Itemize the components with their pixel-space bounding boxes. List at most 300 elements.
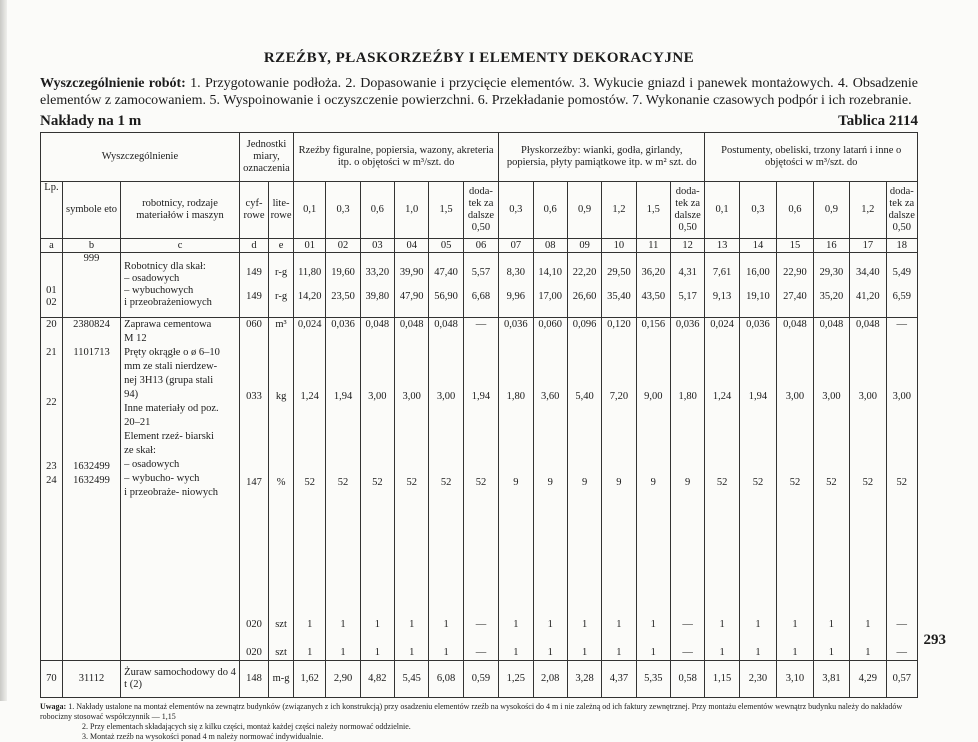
val: 1 [307, 647, 313, 658]
cyf-cell [239, 318, 268, 661]
val-cell [777, 253, 813, 318]
val: 41,20 [856, 291, 880, 302]
val: 29,30 [819, 267, 844, 278]
index-cell: a [41, 239, 63, 253]
val-cell [850, 253, 886, 318]
val: 060 [246, 319, 262, 330]
val: 22,90 [783, 267, 807, 278]
val: 0,048 [365, 319, 390, 330]
lp-cell [41, 318, 63, 661]
val: 47,90 [399, 291, 424, 302]
table-number: Tablica 2114 [838, 113, 918, 129]
header-robotnicy: robotnicy, rodzaje materiałów i maszyn [121, 182, 240, 239]
val: 4,31 [678, 267, 697, 278]
index-cell: 06 [463, 239, 498, 253]
val: 33,20 [365, 267, 390, 278]
val-cell [499, 318, 533, 661]
val: 1 [374, 619, 380, 630]
val-cell [463, 318, 498, 661]
val: 7,61 [712, 267, 732, 278]
val-cell [326, 318, 360, 661]
col-head: 0,9 [567, 182, 601, 239]
desc-cell: Żuraw samochodowy do 4 t (2) [121, 661, 240, 698]
val: 1 [547, 647, 553, 658]
index-cell: b [62, 239, 120, 253]
index-cell: 04 [395, 239, 429, 253]
lp-value: 24 [46, 475, 57, 486]
val: 1,94 [471, 391, 491, 402]
header-jednostki: Jednostki miary, oznaczenia [239, 133, 293, 182]
val: — [896, 619, 908, 630]
val: 52 [752, 477, 764, 488]
val-cell [533, 318, 567, 661]
val-cell [533, 253, 567, 318]
index-cell: 14 [739, 239, 776, 253]
lit-cell: m-g [269, 661, 294, 698]
note-3: 3. Montaż rzeźb na wysokości ponad 4 m należy normować indywidualnie. [82, 732, 324, 741]
val-cell [739, 253, 776, 318]
val: 35,40 [607, 291, 631, 302]
val: 1 [828, 619, 835, 630]
desc-line: Inne materiały od poz. [124, 403, 219, 414]
val-cell [739, 318, 776, 661]
val: 52 [372, 477, 383, 488]
val: 1 [792, 647, 798, 658]
val: 3,00 [892, 391, 911, 402]
val: 0,096 [572, 319, 597, 330]
val: 52 [406, 477, 417, 488]
val-cell [705, 318, 739, 661]
col-head-dodatek: doda- tek za dalsze 0,50 [670, 182, 704, 239]
header-symbole: symbole eto [62, 182, 120, 239]
val-cell [636, 318, 670, 661]
index-row [41, 239, 918, 253]
val: 39,90 [399, 267, 424, 278]
symbol-value: 1632499 [73, 461, 110, 472]
col-head: 1,5 [636, 182, 670, 239]
val: 1 [755, 647, 761, 658]
lit-value: r-g [275, 267, 288, 278]
index-cell: e [269, 239, 294, 253]
val-cell: 5,35 [636, 661, 670, 698]
val: 0,156 [641, 319, 666, 330]
val: — [475, 647, 487, 658]
col-head: 0,3 [499, 182, 533, 239]
val: 47,40 [434, 267, 458, 278]
table-row-zuraw [41, 661, 918, 698]
val-cell [813, 318, 849, 661]
desc-line: i przeobrażeniowych [124, 297, 212, 308]
val: 9 [685, 477, 691, 488]
index-cell: 09 [567, 239, 601, 253]
val: 3,00 [368, 391, 387, 402]
val: 033 [246, 391, 262, 402]
val: 8,30 [506, 267, 526, 278]
val: 14,10 [538, 267, 563, 278]
val: 1 [616, 619, 622, 630]
val: szt [275, 619, 287, 630]
val-cell: 4,29 [850, 661, 886, 698]
val-cell: 6,08 [429, 661, 463, 698]
val: 9,13 [712, 291, 732, 302]
desc-line: 94) [124, 389, 139, 400]
val: — [475, 319, 487, 330]
val: 5,17 [678, 291, 697, 302]
val: 1 [409, 619, 415, 630]
col-head-dodatek: doda- tek za dalsze 0,50 [886, 182, 917, 239]
lp-value: 01 [46, 285, 57, 296]
val-cell [602, 318, 636, 661]
val: 9 [513, 477, 519, 488]
val: 36,20 [641, 267, 666, 278]
notes [40, 702, 918, 742]
lp-value: 21 [46, 347, 57, 358]
val: — [475, 619, 487, 630]
note-2: 2. Przy elementach składających się z kilku części, montaż każdej części należy normować oddzielnie. [82, 722, 411, 731]
cyf-cell: 148 [239, 661, 268, 698]
desc-cell [121, 318, 240, 661]
val: szt [275, 647, 287, 658]
col-head: 1,0 [395, 182, 429, 239]
val: 1 [513, 647, 519, 658]
val-cell [602, 253, 636, 318]
val: 52 [896, 477, 908, 488]
desc-line: mm ze stali nierdzew- [124, 361, 218, 372]
norms-table [40, 132, 918, 698]
symbol-value: 1632499 [73, 475, 110, 486]
val: 0,048 [434, 319, 458, 330]
val: 5,40 [575, 391, 594, 402]
col-head: 0,9 [813, 182, 849, 239]
index-cell: 18 [886, 239, 917, 253]
desc-line: Element rzeź- biarski [124, 431, 214, 442]
val: 1 [650, 619, 656, 630]
val: 26,60 [572, 291, 597, 302]
val-cell [360, 253, 394, 318]
page [40, 50, 918, 742]
col-head-dodatek: doda- tek za dalsze 0,50 [463, 182, 498, 239]
cyf-cell [239, 253, 268, 318]
note-1-text: 1. Nakłady ustalone na montaż elementów na zewnątrz budynków (związanych z ich konstrukcją) przy osadzeniu elementów rzeźb na wysokości do 4 m i nie zależną od ich faktury zewnętrznej. Przy montażu elementów wewnątrz budynku należy do nakładów robocizny stosować współczynnik — 1,15 [40, 702, 903, 721]
val-cell [670, 253, 704, 318]
header-lp: Lp. [41, 182, 63, 239]
index-cell: 07 [499, 239, 533, 253]
index-cell: 16 [813, 239, 849, 253]
val: 14,20 [297, 291, 322, 302]
val-cell: 3,28 [567, 661, 601, 698]
val: 1 [865, 619, 871, 630]
desc-line: – wybuchowych [124, 285, 194, 296]
val: 0,060 [538, 319, 563, 330]
val: 0,120 [607, 319, 631, 330]
val: 1 [547, 619, 553, 630]
val-cell [395, 253, 429, 318]
header-row-2 [41, 182, 918, 239]
val: 52 [789, 477, 801, 488]
col-head: 1,2 [602, 182, 636, 239]
val: 1 [616, 647, 622, 658]
val: 0,024 [710, 319, 734, 330]
symbol-value: 2380824 [73, 319, 110, 330]
val: 39,80 [365, 291, 390, 302]
header-wyszczegolnienie: Wyszczególnienie [41, 133, 240, 182]
val: % [276, 477, 286, 488]
val: 1,80 [678, 391, 697, 402]
cyf-value: 149 [246, 267, 262, 278]
val: 1,24 [300, 391, 319, 402]
val: 9 [616, 477, 622, 488]
val: 19,60 [331, 267, 355, 278]
val: 1 [865, 647, 871, 658]
symbol-cell: 31112 [62, 661, 120, 698]
val-cell [567, 318, 601, 661]
val: 23,50 [331, 291, 355, 302]
val: 9,00 [644, 391, 663, 402]
val: 52 [440, 477, 452, 488]
val: 0,036 [746, 319, 770, 330]
val-cell: 0,58 [670, 661, 704, 698]
val: 1 [581, 619, 588, 630]
header-group-rzezby: Rzeźby figuralne, popiersia, wazony, akreteria itp. o objętości w m³/szt. do [294, 133, 499, 182]
index-cell: 13 [705, 239, 739, 253]
val: 1 [443, 619, 449, 630]
val: 1 [650, 647, 656, 658]
col-head: 0,6 [533, 182, 567, 239]
desc-line: nej 3H13 (grupa stali [124, 375, 214, 386]
val: 0,024 [297, 319, 322, 330]
desc-cell [121, 253, 240, 318]
desc-line: – wybucho- wych [124, 473, 200, 484]
header-literowe: lite- rowe [269, 182, 294, 239]
val-cell [850, 318, 886, 661]
lp-cell [41, 253, 63, 318]
val-cell [813, 253, 849, 318]
val: 9,96 [506, 291, 526, 302]
val: 19,10 [746, 291, 770, 302]
desc-line: Robotnicy dla skał: [124, 261, 206, 272]
val: 3,00 [785, 391, 805, 402]
index-cell: 15 [777, 239, 813, 253]
symbol-cell [62, 318, 120, 661]
val: 0,048 [399, 319, 424, 330]
index-cell: 08 [533, 239, 567, 253]
index-cell: 12 [670, 239, 704, 253]
val: 1 [374, 647, 380, 658]
val: 1,24 [712, 391, 732, 402]
val: 43,50 [641, 291, 666, 302]
symbol-value: 1101713 [73, 347, 110, 358]
val: 3,00 [402, 391, 421, 402]
val: 3,00 [822, 391, 841, 402]
desc-line: ze skał: [124, 445, 156, 456]
val: 22,20 [572, 267, 597, 278]
val-cell: 1,25 [499, 661, 533, 698]
val: 0,036 [675, 319, 700, 330]
val: 9 [650, 477, 656, 488]
val-cell: 3,81 [813, 661, 849, 698]
val: 52 [716, 477, 728, 488]
val-cell [886, 318, 917, 661]
table-row-materialy [41, 318, 918, 661]
index-cell: d [239, 239, 268, 253]
lp-value: 02 [46, 297, 57, 308]
val: 52 [475, 477, 487, 488]
val: — [896, 319, 908, 330]
val: 52 [826, 477, 837, 488]
val-cell [499, 253, 533, 318]
val: 0,036 [504, 319, 528, 330]
val-cell [636, 253, 670, 318]
page-title: RZEŹBY, PŁASKORZEŹBY I ELEMENTY DEKORACYJNE [263, 50, 695, 66]
lit-value: r-g [275, 291, 288, 302]
val: 3,00 [858, 391, 878, 402]
desc-line: Zaprawa cementowa [124, 319, 212, 330]
val: 1 [307, 619, 313, 630]
col-head: 0,1 [705, 182, 739, 239]
desc-line: – osadowych [124, 459, 180, 470]
lit-cell [269, 318, 294, 661]
table-caption-bar [40, 113, 918, 130]
val: 6,68 [471, 291, 491, 302]
col-head: 1,5 [429, 182, 463, 239]
index-cell: 17 [850, 239, 886, 253]
work-description-label: Wyszczególnienie robót: [40, 76, 186, 91]
val-cell [294, 253, 326, 318]
col-head: 1,2 [850, 182, 886, 239]
val-cell: 4,82 [360, 661, 394, 698]
val-cell [395, 318, 429, 661]
val: 5,57 [471, 267, 491, 278]
val: 1 [443, 647, 449, 658]
index-cell: 05 [429, 239, 463, 253]
val: 1 [755, 619, 761, 630]
val-cell [326, 253, 360, 318]
naklady-label: Nakłady na 1 m [40, 113, 142, 129]
val: 0,036 [331, 319, 355, 330]
val-cell: 2,90 [326, 661, 360, 698]
note-1 [40, 702, 918, 722]
val: 1 [513, 619, 519, 630]
index-cell: 02 [326, 239, 360, 253]
lp-value: 23 [46, 461, 57, 472]
val: 11,80 [298, 267, 322, 278]
val: 52 [862, 477, 874, 488]
col-head: 0,6 [360, 182, 394, 239]
desc-line: i przeobraże- niowych [124, 487, 219, 498]
symbol-cell: 999 [62, 253, 120, 318]
val-cell [294, 318, 326, 661]
val-cell: 1,15 [705, 661, 739, 698]
val: 3,60 [541, 391, 560, 402]
val: 020 [246, 619, 262, 630]
col-head: 0,3 [326, 182, 360, 239]
val: 9 [581, 477, 588, 488]
val-cell [429, 253, 463, 318]
val: 52 [304, 477, 315, 488]
work-description [40, 75, 918, 109]
val: 020 [246, 647, 262, 658]
val-cell [429, 318, 463, 661]
val: 1 [719, 619, 725, 630]
val: 56,90 [434, 291, 458, 302]
index-cell: 01 [294, 239, 326, 253]
work-description-text: 1. Przygotowanie podłoża. 2. Dopasowanie i przycięcie elementów. 3. Wykucie gniazd i panewek montażowych. 4. Obsadzenie elementów z zamocowaniem. 5. Wyspoinowanie i oczyszczenie powierzchni. 6. Przekładanie pomostów. 7. Wykonanie czasowych podpór i ich rozebranie. [40, 76, 919, 108]
index-cell: c [121, 239, 240, 253]
desc-line: Pręty okrągłe o ø 6–10 [124, 347, 220, 358]
val: 27,40 [783, 291, 807, 302]
val-cell [705, 253, 739, 318]
val: 7,20 [609, 391, 629, 402]
val: 9 [547, 477, 553, 488]
val-cell: 0,57 [886, 661, 917, 698]
val-cell: 2,30 [739, 661, 776, 698]
val: 1 [828, 647, 835, 658]
val: 0,048 [783, 319, 807, 330]
val: — [682, 619, 693, 630]
val: 1,94 [333, 391, 353, 402]
lp-value: 22 [46, 397, 57, 408]
desc-line: M 12 [124, 333, 147, 344]
val: 0,048 [856, 319, 880, 330]
index-cell: 11 [636, 239, 670, 253]
val-cell [670, 318, 704, 661]
val: 1 [340, 619, 346, 630]
val: 29,50 [607, 267, 631, 278]
val-cell [777, 318, 813, 661]
val-cell [567, 253, 601, 318]
val: 16,00 [746, 267, 770, 278]
val: 1 [581, 647, 588, 658]
lp-value: 20 [46, 319, 57, 330]
val-cell: 1,62 [294, 661, 326, 698]
val: 147 [246, 477, 262, 488]
val: 3,00 [436, 391, 456, 402]
val: — [896, 647, 908, 658]
val: 35,20 [819, 291, 844, 302]
val-cell [886, 253, 917, 318]
val: 1,80 [506, 391, 526, 402]
val: 5,49 [892, 267, 911, 278]
val-cell: 4,37 [602, 661, 636, 698]
val: 1 [340, 647, 346, 658]
val-cell [463, 253, 498, 318]
val: m³ [275, 319, 287, 330]
col-head: 0,1 [294, 182, 326, 239]
table-row-robotnicy [41, 253, 918, 318]
header-group-postumenty: Postumenty, obeliski, trzony latarń i inne o objętości w m³/szt. do [705, 133, 918, 182]
header-cyfrowe: cyf- rowe [239, 182, 268, 239]
lp-cell: 70 [41, 661, 63, 698]
val: 1 [409, 647, 415, 658]
col-head: 0,6 [777, 182, 813, 239]
val: 1 [719, 647, 725, 658]
index-cell: 10 [602, 239, 636, 253]
val-cell [360, 318, 394, 661]
index-cell: 03 [360, 239, 394, 253]
val: 34,40 [856, 267, 880, 278]
val: 52 [337, 477, 349, 488]
cyf-value: 149 [246, 291, 262, 302]
val: 17,00 [538, 291, 563, 302]
val: — [682, 647, 693, 658]
col-head: 0,3 [739, 182, 776, 239]
val: 1,94 [748, 391, 768, 402]
desc-line: – osadowych [124, 273, 180, 284]
val-cell: 3,10 [777, 661, 813, 698]
notes-label: Uwaga: [40, 702, 67, 711]
page-number: 293 [923, 632, 946, 648]
val: kg [275, 391, 287, 402]
